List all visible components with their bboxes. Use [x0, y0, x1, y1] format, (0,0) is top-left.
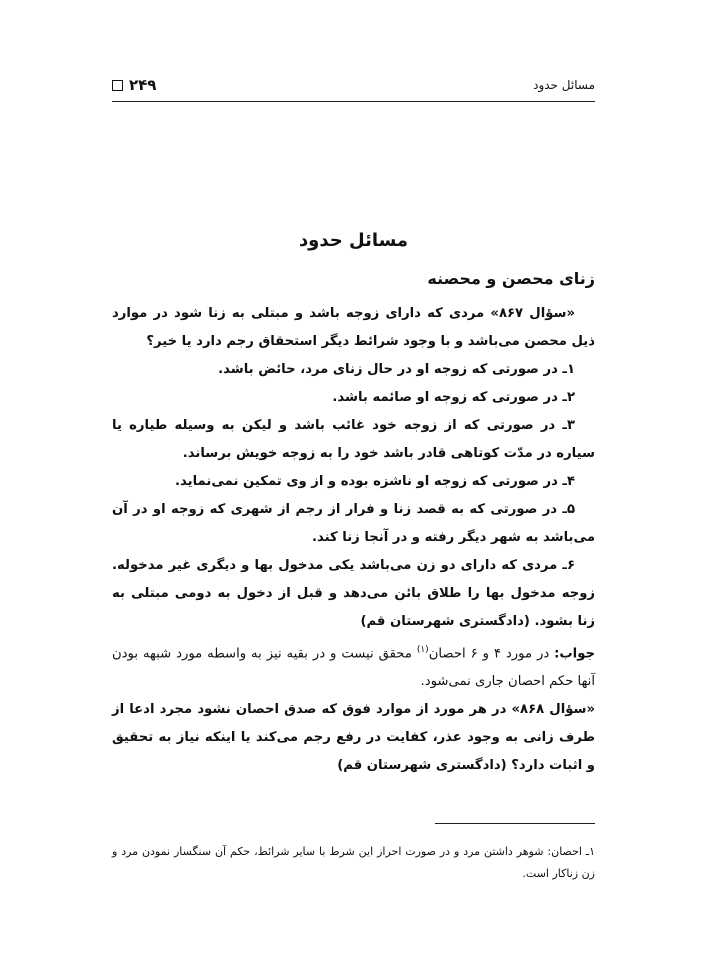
question-867-item-5: ۵ـ در صورتی که به قصد زنا و فرار از رجم از شهری که زوجه او در آن می‌باشد به شهر دیگر رفته و در آنجا زنا کند. — [112, 502, 595, 545]
question-867-item-1: ۱ـ در صورتی که زوجه او در حال زنای مرد، حائض باشد. — [218, 362, 575, 377]
answer-label: جواب: — [554, 646, 595, 662]
page-header — [112, 78, 595, 98]
section-title: زنای محصن و محصنه — [427, 269, 595, 288]
chapter-title: مسائل حدود — [298, 230, 409, 251]
question-867-item-6: ۶ـ مردی که دارای دو زن می‌باشد یکی مدخول بها و دیگری غیر مدخوله. زوجه مدخول بها را طلاق بائن می‌دهد و قبل از دخول به دومی مبتلی به زنا بشود. (دادگستری شهرستان قم) — [112, 558, 595, 629]
question-867: «سؤال ۸۶۷» مردی که دارای زوجه باشد و مبتلی به زنا شود در موارد ذیل محصن می‌باشد و با وجود شرائط دیگر استحقاق رجم دارد یا خیر؟ — [112, 306, 595, 349]
page-number — [112, 76, 156, 94]
footnote-1: ۱ـ احصان: شوهر داشتن مرد و در صورت احراز این شرط با سایر شرائط، حکم آن سنگسار نمودن مرد و زن زناکار است. — [112, 845, 595, 880]
square-bullet-icon — [112, 80, 123, 91]
question-868: «سؤال ۸۶۸» در هر مورد از موارد فوق که صدق احصان نشود مجرد ادعا از طرف زانی به وجود عذر، کفایت در رفع رجم می‌کند یا اینکه نیاز به تحقیق و اثبات دارد؟ (دادگستری شهرستان قم) — [112, 702, 595, 774]
page-number-value: ۲۴۹ — [129, 76, 157, 94]
answer-867 — [112, 636, 595, 696]
page-body — [112, 228, 595, 780]
header-divider — [112, 101, 595, 102]
running-header-title: مسائل حدود — [533, 78, 595, 92]
question-867-item-2: ۲ـ در صورتی که زوجه او صائمه باشد. — [332, 390, 575, 405]
answer-text-part-2: محقق نیست و در بقیه نیز به واسطه مورد شبهه بودن آنها حکم احصان جاری نمی‌شود. — [112, 646, 595, 690]
answer-text-part-1: در مورد ۴ و ۶ احصان — [428, 646, 555, 662]
question-867-item-4: ۴ـ در صورتی که زوجه او ناشزه بوده و از وی تمکین نمی‌نماید. — [175, 474, 575, 489]
question-867-item-3: ۳ـ در صورتی که از زوجه خود غائب باشد و لیکن به وسیله طیاره یا سیاره در مدّت کوتاهی قادر باشد خود را به زوجه خویش برساند. — [112, 418, 595, 461]
footnote-reference: (۱) — [416, 645, 429, 655]
footnote-divider — [435, 823, 595, 824]
